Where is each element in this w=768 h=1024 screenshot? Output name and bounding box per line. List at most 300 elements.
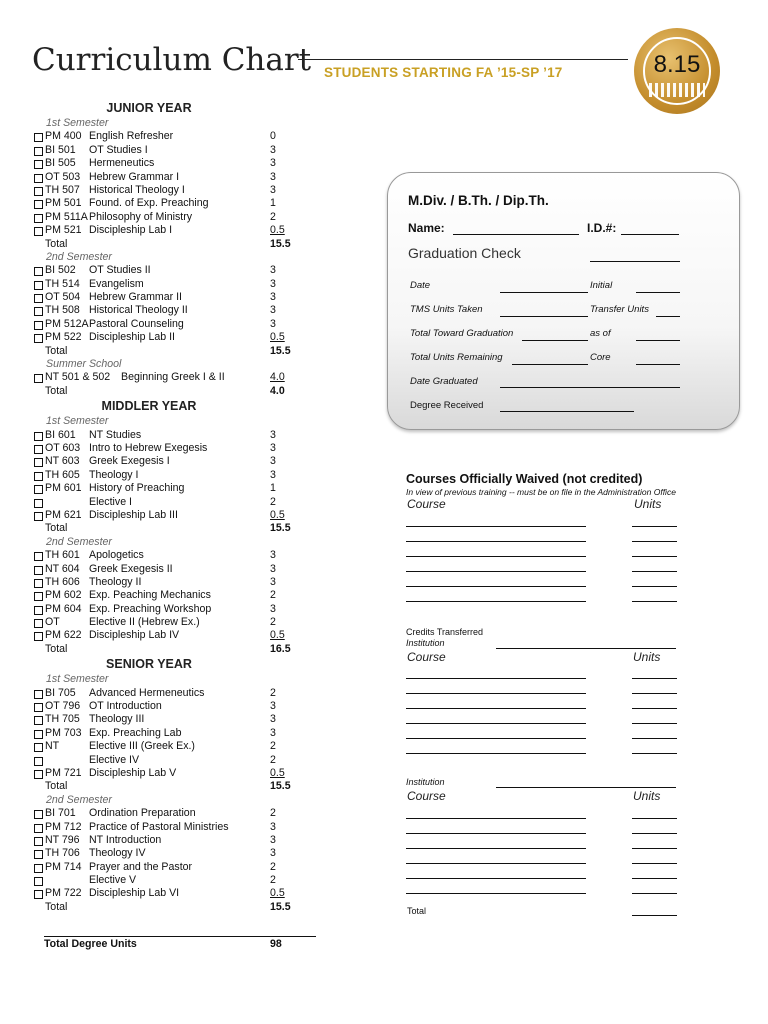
- course-code: BI 505: [45, 157, 76, 170]
- initial-label: Initial: [590, 280, 613, 291]
- course-name: Theology IV: [89, 847, 146, 860]
- course-checkbox[interactable]: [34, 632, 43, 641]
- course-checkbox[interactable]: [34, 824, 43, 833]
- course-row: [34, 847, 324, 860]
- course-checkbox[interactable]: [34, 703, 43, 712]
- course-code: PM 602: [45, 589, 82, 602]
- course-row: [34, 224, 324, 237]
- semester-label: 1st Semester: [46, 117, 109, 129]
- course-row: [34, 861, 324, 874]
- course-checkbox[interactable]: [34, 200, 43, 209]
- id-label: I.D.#:: [587, 221, 617, 235]
- course-code: TH 706: [45, 847, 80, 860]
- core-label: Core: [590, 352, 611, 363]
- course-units: 3: [270, 713, 276, 726]
- course-code: BI 502: [45, 264, 76, 277]
- course-name: Apologetics: [89, 549, 144, 562]
- transfer-total-field[interactable]: [632, 915, 677, 916]
- course-row: [34, 442, 324, 455]
- course-units: 3: [270, 455, 276, 468]
- course-row: [34, 727, 324, 740]
- course-row: [34, 616, 324, 629]
- course-row: [34, 371, 324, 384]
- course-row: [34, 278, 324, 291]
- course-units: 3: [270, 602, 276, 615]
- course-checkbox[interactable]: [34, 499, 43, 508]
- remaining-label: Total Units Remaining: [410, 352, 503, 363]
- course-entry-line[interactable]: [406, 693, 586, 694]
- course-checkbox[interactable]: [34, 133, 43, 142]
- course-code: PM 622: [45, 629, 82, 642]
- course-entry-line[interactable]: [406, 526, 586, 527]
- units-entry-line[interactable]: [632, 893, 677, 894]
- grand-total-label: Total Degree Units: [44, 938, 137, 950]
- course-checkbox[interactable]: [34, 770, 43, 779]
- course-name: Elective II (Hebrew Ex.): [89, 616, 200, 629]
- course-row: [34, 603, 324, 616]
- course-code: PM 601: [45, 482, 82, 495]
- course-units: 2: [270, 210, 276, 223]
- course-name: Practice of Pastoral Ministries: [89, 820, 229, 833]
- waived-subtitle: In view of previous training -- must be on file in the Administration Office: [406, 487, 676, 497]
- course-code: BI 501: [45, 143, 76, 156]
- course-checkbox[interactable]: [34, 810, 43, 819]
- course-row: [34, 496, 324, 509]
- course-name: Hebrew Grammar II: [89, 291, 183, 304]
- transfer-course-header-1: Course: [407, 650, 446, 664]
- course-code: PM 621: [45, 508, 82, 521]
- course-units: 3: [270, 700, 276, 713]
- course-checkbox[interactable]: [34, 174, 43, 183]
- transfer-units-header-1: Units: [633, 650, 661, 664]
- course-code: PM 712: [45, 820, 82, 833]
- course-checkbox[interactable]: [34, 432, 43, 441]
- semester-total-value: 16.5: [270, 642, 291, 655]
- course-row: [34, 264, 324, 277]
- course-name: Exp. Preaching Workshop: [89, 602, 212, 615]
- course-name: Theology I: [89, 468, 139, 481]
- course-units: 0.5: [270, 629, 285, 642]
- course-units: 3: [270, 726, 276, 739]
- date-field[interactable]: [500, 292, 588, 293]
- units-entry-line[interactable]: [632, 818, 677, 819]
- course-units: 3: [270, 441, 276, 454]
- course-code: TH 514: [45, 277, 80, 290]
- course-row: [34, 629, 324, 642]
- page-title: Curriculum Chart: [32, 42, 312, 78]
- units-entry-line[interactable]: [632, 678, 677, 679]
- course-entry-line[interactable]: [406, 818, 586, 819]
- course-row: [34, 469, 324, 482]
- course-checkbox[interactable]: [34, 877, 43, 886]
- course-units: 1: [270, 197, 276, 210]
- course-row: [34, 171, 324, 184]
- course-name: OT Studies I: [89, 143, 148, 156]
- course-code: OT 503: [45, 170, 81, 183]
- course-name: Found. of Exp. Preaching: [89, 197, 209, 210]
- course-units: 3: [270, 183, 276, 196]
- units-entry-line[interactable]: [632, 753, 677, 754]
- course-units: 3: [270, 143, 276, 156]
- total-label: Total: [45, 642, 68, 655]
- course-code: TH 705: [45, 713, 80, 726]
- course-checkbox[interactable]: [34, 267, 43, 276]
- course-units: 0.5: [270, 331, 285, 344]
- course-row: [34, 318, 324, 331]
- units-entry-line[interactable]: [632, 541, 677, 542]
- units-entry-line[interactable]: [632, 586, 677, 587]
- institution-field-1[interactable]: [496, 648, 676, 649]
- course-name: Elective V: [89, 874, 137, 887]
- course-units: 2: [270, 589, 276, 602]
- course-code: PM 501: [45, 197, 82, 210]
- course-row: [34, 130, 324, 143]
- course-code: NT 603: [45, 455, 80, 468]
- course-row: [34, 821, 324, 834]
- course-list: [34, 100, 324, 914]
- semester-total-row: [34, 522, 324, 535]
- course-checkbox[interactable]: [34, 864, 43, 873]
- transfer-units-label: Transfer Units: [590, 304, 649, 315]
- course-checkbox[interactable]: [34, 850, 43, 859]
- course-row: [34, 304, 324, 317]
- course-code: NT 796: [45, 833, 80, 846]
- units-entry-line[interactable]: [632, 863, 677, 864]
- course-checkbox[interactable]: [34, 757, 43, 766]
- course-row: [34, 834, 324, 847]
- semester-total-value: 15.5: [270, 522, 291, 535]
- name-field[interactable]: [453, 234, 579, 235]
- tms-units-field[interactable]: [500, 316, 588, 317]
- course-units: 0.5: [270, 508, 285, 521]
- course-units: 3: [270, 317, 276, 330]
- course-entry-line[interactable]: [406, 848, 586, 849]
- course-name: Discipleship Lab II: [89, 331, 175, 344]
- course-row: [34, 184, 324, 197]
- course-entry-line[interactable]: [406, 738, 586, 739]
- course-checkbox[interactable]: [34, 227, 43, 236]
- waived-title: Courses Officially Waived (not credited): [406, 472, 643, 486]
- course-name: Discipleship Lab IV: [89, 629, 180, 642]
- course-name: Advanced Hermeneutics: [89, 686, 205, 699]
- year-heading: SENIOR YEAR: [106, 657, 192, 672]
- page-subtitle: STUDENTS STARTING FA ’15-SP ’17: [324, 65, 563, 80]
- course-name: Prayer and the Pastor: [89, 860, 193, 873]
- as-of-label: as of: [590, 328, 611, 339]
- course-checkbox[interactable]: [34, 334, 43, 343]
- course-row: [34, 563, 324, 576]
- course-code: BI 701: [45, 807, 76, 820]
- course-row: [34, 509, 324, 522]
- course-units: 3: [270, 291, 276, 304]
- course-row: [34, 482, 324, 495]
- course-checkbox[interactable]: [34, 566, 43, 575]
- course-name: Theology III: [89, 713, 145, 726]
- course-units: 1: [270, 482, 276, 495]
- course-entry-line[interactable]: [406, 723, 586, 724]
- units-entry-line[interactable]: [632, 723, 677, 724]
- course-checkbox[interactable]: [34, 716, 43, 725]
- course-name: Pastoral Counseling: [89, 317, 184, 330]
- course-name: Philosophy of Ministry: [89, 210, 193, 223]
- year-heading: JUNIOR YEAR: [106, 101, 192, 115]
- course-units: 2: [270, 807, 276, 820]
- course-code: PM 522: [45, 331, 82, 344]
- semester-total-value: 15.5: [270, 900, 291, 913]
- course-entry-line[interactable]: [406, 753, 586, 754]
- course-entry-line[interactable]: [406, 708, 586, 709]
- course-units: 0.5: [270, 887, 285, 900]
- units-entry-line[interactable]: [632, 556, 677, 557]
- course-checkbox[interactable]: [34, 307, 43, 316]
- course-checkbox[interactable]: [34, 294, 43, 303]
- course-units: 3: [270, 304, 276, 317]
- tms-units-label: TMS Units Taken: [410, 304, 483, 315]
- units-entry-line[interactable]: [632, 848, 677, 849]
- as-of-field[interactable]: [636, 340, 680, 341]
- units-entry-line[interactable]: [632, 601, 677, 602]
- semester-total-value: 4.0: [270, 384, 285, 397]
- institution-label-1: Institution: [406, 638, 445, 648]
- semester-total-row: [34, 901, 324, 914]
- course-code: PM 521: [45, 224, 82, 237]
- date-label: Date: [410, 280, 431, 291]
- course-units: 2: [270, 686, 276, 699]
- course-name: Historical Theology I: [89, 183, 185, 196]
- course-units: 2: [270, 753, 276, 766]
- course-row: [34, 589, 324, 602]
- course-units: 2: [270, 860, 276, 873]
- course-name: Exp. Preaching Lab: [89, 726, 182, 739]
- course-checkbox[interactable]: [34, 281, 43, 290]
- course-code: TH 606: [45, 575, 80, 588]
- course-code: PM 721: [45, 766, 82, 779]
- core-field[interactable]: [636, 364, 680, 365]
- course-checkbox[interactable]: [34, 743, 43, 752]
- course-code: PM 511A: [45, 210, 88, 223]
- course-entry-line[interactable]: [406, 586, 586, 587]
- course-row: [34, 807, 324, 820]
- course-name: Theology II: [89, 575, 142, 588]
- transfer-title: Credits Transferred: [406, 627, 484, 637]
- transfer-units-field[interactable]: [656, 316, 680, 317]
- course-code: OT 504: [45, 291, 81, 304]
- units-entry-line[interactable]: [632, 833, 677, 834]
- course-row: [34, 455, 324, 468]
- course-name: Greek Exegesis I: [89, 455, 170, 468]
- total-label: Total: [45, 900, 68, 913]
- transfer-course-header-2: Course: [407, 789, 446, 803]
- name-label: Name:: [408, 221, 445, 235]
- id-field[interactable]: [621, 234, 679, 235]
- course-name: Discipleship Lab VI: [89, 887, 180, 900]
- course-checkbox[interactable]: [34, 472, 43, 481]
- remaining-field[interactable]: [512, 364, 588, 365]
- course-name: Elective I: [89, 495, 132, 508]
- course-checkbox[interactable]: [34, 552, 43, 561]
- course-checkbox[interactable]: [34, 606, 43, 615]
- course-checkbox[interactable]: [34, 214, 43, 223]
- grand-total-value: 98: [270, 938, 282, 950]
- course-entry-line[interactable]: [406, 863, 586, 864]
- course-name: Elective IV: [89, 753, 140, 766]
- course-units: 2: [270, 740, 276, 753]
- course-units: 0.5: [270, 766, 285, 779]
- course-units: 3: [270, 264, 276, 277]
- units-entry-line[interactable]: [632, 708, 677, 709]
- course-units: 2: [270, 495, 276, 508]
- semester-label: Summer School: [46, 358, 122, 371]
- semester-label: 2nd Semester: [46, 535, 112, 548]
- course-units: 0.5: [270, 224, 285, 237]
- course-entry-line[interactable]: [406, 556, 586, 557]
- course-name: English Refresher: [89, 130, 174, 143]
- degree-received-label: Degree Received: [410, 400, 484, 411]
- course-name: Hebrew Grammar I: [89, 170, 180, 183]
- course-name: History of Preaching: [89, 482, 185, 495]
- course-units: 2: [270, 616, 276, 629]
- course-checkbox[interactable]: [34, 445, 43, 454]
- date-graduated-field[interactable]: [500, 387, 680, 388]
- units-entry-line[interactable]: [632, 571, 677, 572]
- course-checkbox[interactable]: [34, 147, 43, 156]
- degree-received-field[interactable]: [500, 411, 634, 412]
- course-checkbox[interactable]: [34, 579, 43, 588]
- semester-total-row: [34, 780, 324, 793]
- course-code: NT: [45, 740, 60, 753]
- course-name: Intro to Hebrew Exegesis: [89, 441, 208, 454]
- total-toward-label: Total Toward Graduation: [410, 328, 514, 339]
- course-checkbox[interactable]: [34, 374, 43, 383]
- course-units: 3: [270, 428, 276, 441]
- course-units: 2: [270, 874, 276, 887]
- course-checkbox[interactable]: [34, 321, 43, 330]
- waived-units-header: Units: [634, 497, 662, 511]
- course-row: [34, 700, 324, 713]
- course-code: OT: [45, 616, 60, 629]
- course-entry-line[interactable]: [406, 601, 586, 602]
- graduation-check-label: Graduation Check: [408, 245, 521, 261]
- semester-total-row: [34, 345, 324, 358]
- course-code: OT 796: [45, 700, 81, 713]
- course-name: Discipleship Lab III: [89, 508, 178, 521]
- total-label: Total: [45, 344, 68, 357]
- course-code: NT 604: [45, 562, 80, 575]
- course-name: Beginning Greek I & II: [121, 371, 225, 384]
- course-checkbox[interactable]: [34, 837, 43, 846]
- course-units: 0: [270, 130, 276, 143]
- units-entry-line[interactable]: [632, 738, 677, 739]
- total-label: Total: [45, 237, 68, 250]
- semester-total-value: 15.5: [270, 344, 291, 357]
- course-checkbox[interactable]: [34, 485, 43, 494]
- course-row: [34, 211, 324, 224]
- course-entry-line[interactable]: [406, 878, 586, 879]
- course-row: [34, 754, 324, 767]
- course-code: PM 400: [45, 130, 82, 143]
- course-entry-line[interactable]: [406, 678, 586, 679]
- course-code: PM 604: [45, 602, 82, 615]
- course-row: [34, 740, 324, 753]
- course-checkbox[interactable]: [34, 187, 43, 196]
- units-entry-line[interactable]: [632, 526, 677, 527]
- semester-total-row: [34, 385, 324, 398]
- semester-label: 1st Semester: [46, 673, 109, 686]
- total-toward-field[interactable]: [522, 340, 588, 341]
- version-badge: [634, 28, 720, 114]
- course-code: PM 714: [45, 860, 82, 873]
- course-name: Hermeneutics: [89, 157, 155, 170]
- course-code: TH 601: [45, 549, 80, 562]
- course-entry-line[interactable]: [406, 893, 586, 894]
- course-checkbox[interactable]: [34, 160, 43, 169]
- course-row: [34, 687, 324, 700]
- semester-label: 1st Semester: [46, 415, 109, 428]
- course-checkbox[interactable]: [34, 730, 43, 739]
- badge-label: 8.15: [653, 51, 701, 78]
- course-checkbox[interactable]: [34, 458, 43, 467]
- course-row: [34, 874, 324, 887]
- course-name: Discipleship Lab I: [89, 224, 173, 237]
- semester-total-row: [34, 238, 324, 251]
- course-checkbox[interactable]: [34, 592, 43, 601]
- course-row: [34, 157, 324, 170]
- institution-field-2[interactable]: [496, 787, 676, 788]
- course-units: 3: [270, 157, 276, 170]
- course-name: Historical Theology II: [89, 304, 188, 317]
- course-row: [34, 549, 324, 562]
- course-row: [34, 887, 324, 900]
- course-units: 4.0: [270, 371, 285, 384]
- course-checkbox[interactable]: [34, 619, 43, 628]
- course-entry-line[interactable]: [406, 571, 586, 572]
- course-units: 3: [270, 277, 276, 290]
- course-row: [34, 197, 324, 210]
- course-code: PM 512A: [45, 317, 89, 330]
- course-row: [34, 144, 324, 157]
- course-name: NT Introduction: [89, 833, 162, 846]
- course-code: OT 603: [45, 441, 81, 454]
- graduation-check-field[interactable]: [590, 261, 680, 262]
- course-entry-line[interactable]: [406, 833, 586, 834]
- course-name: Greek Exegesis II: [89, 562, 173, 575]
- course-units: 3: [270, 575, 276, 588]
- course-row: [34, 713, 324, 726]
- semester-total-value: 15.5: [270, 237, 291, 250]
- course-name: Elective III (Greek Ex.): [89, 740, 195, 753]
- course-units: 3: [270, 562, 276, 575]
- total-label: Total: [45, 522, 68, 535]
- course-row: [34, 429, 324, 442]
- course-checkbox[interactable]: [34, 890, 43, 899]
- badge-drip-decoration: [649, 83, 705, 97]
- course-code: PM 722: [45, 887, 82, 900]
- units-entry-line[interactable]: [632, 878, 677, 879]
- semester-label: 2nd Semester: [46, 250, 112, 263]
- initial-field[interactable]: [636, 292, 680, 293]
- course-checkbox[interactable]: [34, 512, 43, 521]
- course-name: OT Studies II: [89, 264, 151, 277]
- institution-label-2: Institution: [406, 777, 445, 787]
- graduation-check-card: [387, 172, 740, 430]
- transfer-units-header-2: Units: [633, 789, 661, 803]
- course-code: TH 507: [45, 183, 80, 196]
- course-code: TH 605: [45, 468, 80, 481]
- course-checkbox[interactable]: [34, 690, 43, 699]
- course-entry-line[interactable]: [406, 541, 586, 542]
- course-units: 3: [270, 468, 276, 481]
- units-entry-line[interactable]: [632, 693, 677, 694]
